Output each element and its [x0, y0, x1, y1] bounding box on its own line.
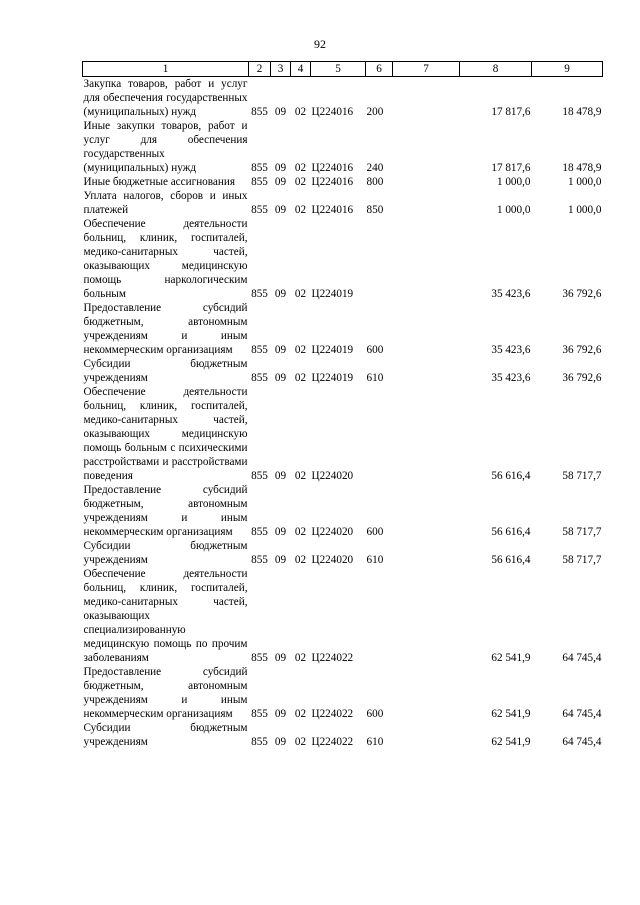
row-expense-type: 610: [366, 554, 384, 566]
row-empty-col: [393, 483, 460, 539]
row-subsection: 02: [294, 470, 307, 482]
row-subsection: 02: [294, 204, 307, 216]
row-section: 09: [274, 736, 287, 748]
row-section: 09: [274, 106, 287, 118]
row-grbs: 855: [251, 344, 268, 356]
row-amount-1: 35 423,6: [491, 288, 531, 300]
row-amount-2: 18 478,9: [562, 106, 602, 118]
row-subsection: 02: [294, 554, 307, 566]
row-name: Обеспечение деятельности больниц, клиник, госпиталей, медико-санитарных частей, оказывающих специализированную медицинскую помощь по прочим заболеваниям: [83, 568, 248, 664]
table-row: [83, 385, 603, 483]
table-row: [83, 539, 603, 567]
row-amount-2: 58 717,7: [562, 554, 602, 566]
row-name: Иные бюджетные ассигнования: [83, 176, 235, 188]
row-subsection: 02: [294, 526, 307, 538]
row-section: 09: [274, 372, 287, 384]
row-grbs: 855: [251, 176, 268, 188]
row-target-article: Ц224016: [311, 176, 354, 188]
header-col-8: 8: [460, 62, 532, 77]
row-empty-col: [393, 175, 460, 189]
row-grbs: 855: [251, 554, 268, 566]
row-amount-2: 36 792,6: [562, 372, 602, 384]
row-subsection: 02: [294, 652, 307, 664]
row-name: Закупка товаров, работ и услуг для обеспечения государственных (муниципальных) нужд: [83, 78, 248, 118]
header-col-7: 7: [393, 62, 460, 77]
header-col-1: 1: [83, 62, 249, 77]
row-section: 09: [274, 526, 287, 538]
row-section: 09: [274, 288, 287, 300]
row-grbs: 855: [251, 162, 268, 174]
row-amount-1: 56 616,4: [491, 554, 531, 566]
row-expense-type: [366, 217, 393, 301]
row-amount-1: 35 423,6: [491, 372, 531, 384]
row-name: Субсидии бюджетным учреждениям: [83, 540, 248, 566]
row-amount-1: 1 000,0: [496, 204, 531, 216]
row-subsection: 02: [294, 708, 307, 720]
row-target-article: Ц224019: [311, 372, 354, 384]
header-col-5: 5: [311, 62, 366, 77]
row-expense-type: 800: [366, 176, 384, 188]
row-empty-col: [393, 567, 460, 665]
row-grbs: 855: [251, 106, 268, 118]
row-target-article: Ц224020: [311, 526, 354, 538]
table-row: [83, 77, 603, 120]
row-subsection: 02: [294, 372, 307, 384]
row-empty-col: [393, 539, 460, 567]
row-name: Иные закупки товаров, работ и услуг для обеспечения государственных (муниципальных) нужд: [83, 120, 248, 174]
table-row: [83, 119, 603, 175]
row-expense-type: 850: [366, 204, 384, 216]
row-subsection: 02: [294, 162, 307, 174]
row-amount-1: 1 000,0: [496, 176, 531, 188]
row-amount-2: 1 000,0: [567, 204, 602, 216]
table-row: [83, 357, 603, 385]
header-col-2: 2: [249, 62, 271, 77]
row-name: Уплата налогов, сборов и иных платежей: [83, 190, 248, 216]
row-amount-2: 1 000,0: [567, 176, 602, 188]
table-header: [83, 62, 603, 77]
row-amount-2: 64 745,4: [562, 708, 602, 720]
row-empty-col: [393, 665, 460, 721]
row-section: 09: [274, 204, 287, 216]
table-row: [83, 721, 603, 749]
table-row: [83, 189, 603, 217]
row-section: 09: [274, 344, 287, 356]
row-name: Субсидии бюджетным учреждениям: [83, 722, 248, 748]
row-amount-1: 35 423,6: [491, 344, 531, 356]
row-amount-1: 17 817,6: [491, 162, 531, 174]
table-row: [83, 483, 603, 539]
row-amount-2: 36 792,6: [562, 344, 602, 356]
row-empty-col: [393, 77, 460, 120]
row-amount-1: 56 616,4: [491, 470, 531, 482]
row-amount-1: 62 541,9: [491, 652, 531, 664]
header-row: [83, 62, 603, 77]
row-subsection: 02: [294, 288, 307, 300]
row-subsection: 02: [294, 106, 307, 118]
row-empty-col: [393, 301, 460, 357]
row-grbs: 855: [251, 652, 268, 664]
page-number: 92: [314, 37, 326, 51]
table-row: [83, 567, 603, 665]
row-empty-col: [393, 357, 460, 385]
row-grbs: 855: [251, 526, 268, 538]
header-col-3: 3: [271, 62, 291, 77]
row-empty-col: [393, 721, 460, 749]
row-empty-col: [393, 385, 460, 483]
row-expense-type: 600: [366, 708, 384, 720]
row-subsection: 02: [294, 736, 307, 748]
row-section: 09: [274, 708, 287, 720]
row-expense-type: 600: [366, 344, 384, 356]
row-amount-1: 62 541,9: [491, 736, 531, 748]
table-body: [83, 77, 603, 750]
row-amount-2: 58 717,7: [562, 470, 602, 482]
row-expense-type: 240: [366, 162, 384, 174]
row-amount-2: 58 717,7: [562, 526, 602, 538]
row-target-article: Ц224019: [311, 344, 354, 356]
row-expense-type: [366, 385, 393, 483]
row-expense-type: 600: [366, 526, 384, 538]
row-name: Субсидии бюджетным учреждениям: [83, 358, 248, 384]
row-section: 09: [274, 162, 287, 174]
row-amount-2: 36 792,6: [562, 288, 602, 300]
row-target-article: Ц224016: [311, 106, 354, 118]
row-grbs: 855: [251, 288, 268, 300]
row-name: Обеспечение деятельности больниц, клиник, госпиталей, медико-санитарных частей, оказывающих медицинскую помощь наркологическим больным: [83, 218, 248, 300]
row-amount-2: 18 478,9: [562, 162, 602, 174]
row-target-article: Ц224016: [311, 162, 354, 174]
budget-table: [82, 61, 603, 749]
table-row: [83, 301, 603, 357]
table-row: [83, 217, 603, 301]
row-grbs: 855: [251, 736, 268, 748]
row-empty-col: [393, 119, 460, 175]
header-col-9: 9: [532, 62, 603, 77]
row-amount-2: 64 745,4: [562, 652, 602, 664]
row-target-article: Ц224020: [311, 554, 354, 566]
row-amount-2: 64 745,4: [562, 736, 602, 748]
row-section: 09: [274, 176, 287, 188]
row-name: Предоставление субсидий бюджетным, автономным учреждениям и иным некоммерческим организациям: [83, 666, 248, 720]
row-amount-1: 62 541,9: [491, 708, 531, 720]
row-target-article: Ц224016: [311, 204, 354, 216]
row-amount-1: 17 817,6: [491, 106, 531, 118]
row-expense-type: 610: [366, 736, 384, 748]
row-target-article: Ц224022: [311, 708, 354, 720]
row-section: 09: [274, 470, 287, 482]
table-row: [83, 665, 603, 721]
row-expense-type: 200: [366, 106, 384, 118]
row-empty-col: [393, 189, 460, 217]
row-target-article: Ц224022: [311, 736, 354, 748]
row-name: Обеспечение деятельности больниц, клиник, госпиталей, медико-санитарных частей, оказывающих медицинскую помощь больным с психическими расстройствами и расстройствами поведения: [83, 386, 248, 482]
row-amount-1: 56 616,4: [491, 526, 531, 538]
row-name: Предоставление субсидий бюджетным, автономным учреждениям и иным некоммерческим организациям: [83, 484, 248, 538]
row-target-article: Ц224020: [311, 470, 354, 482]
row-grbs: 855: [251, 708, 268, 720]
row-name: Предоставление субсидий бюджетным, автономным учреждениям и иным некоммерческим организациям: [83, 302, 248, 356]
row-section: 09: [274, 652, 287, 664]
row-grbs: 855: [251, 372, 268, 384]
row-subsection: 02: [294, 176, 307, 188]
row-grbs: 855: [251, 470, 268, 482]
header-col-6: 6: [366, 62, 393, 77]
header-col-4: 4: [291, 62, 311, 77]
table-row: [83, 175, 603, 189]
row-target-article: Ц224019: [311, 288, 354, 300]
row-expense-type: [366, 567, 393, 665]
row-grbs: 855: [251, 204, 268, 216]
row-section: 09: [274, 554, 287, 566]
row-expense-type: 610: [366, 372, 384, 384]
row-subsection: 02: [294, 344, 307, 356]
row-empty-col: [393, 217, 460, 301]
row-target-article: Ц224022: [311, 652, 354, 664]
